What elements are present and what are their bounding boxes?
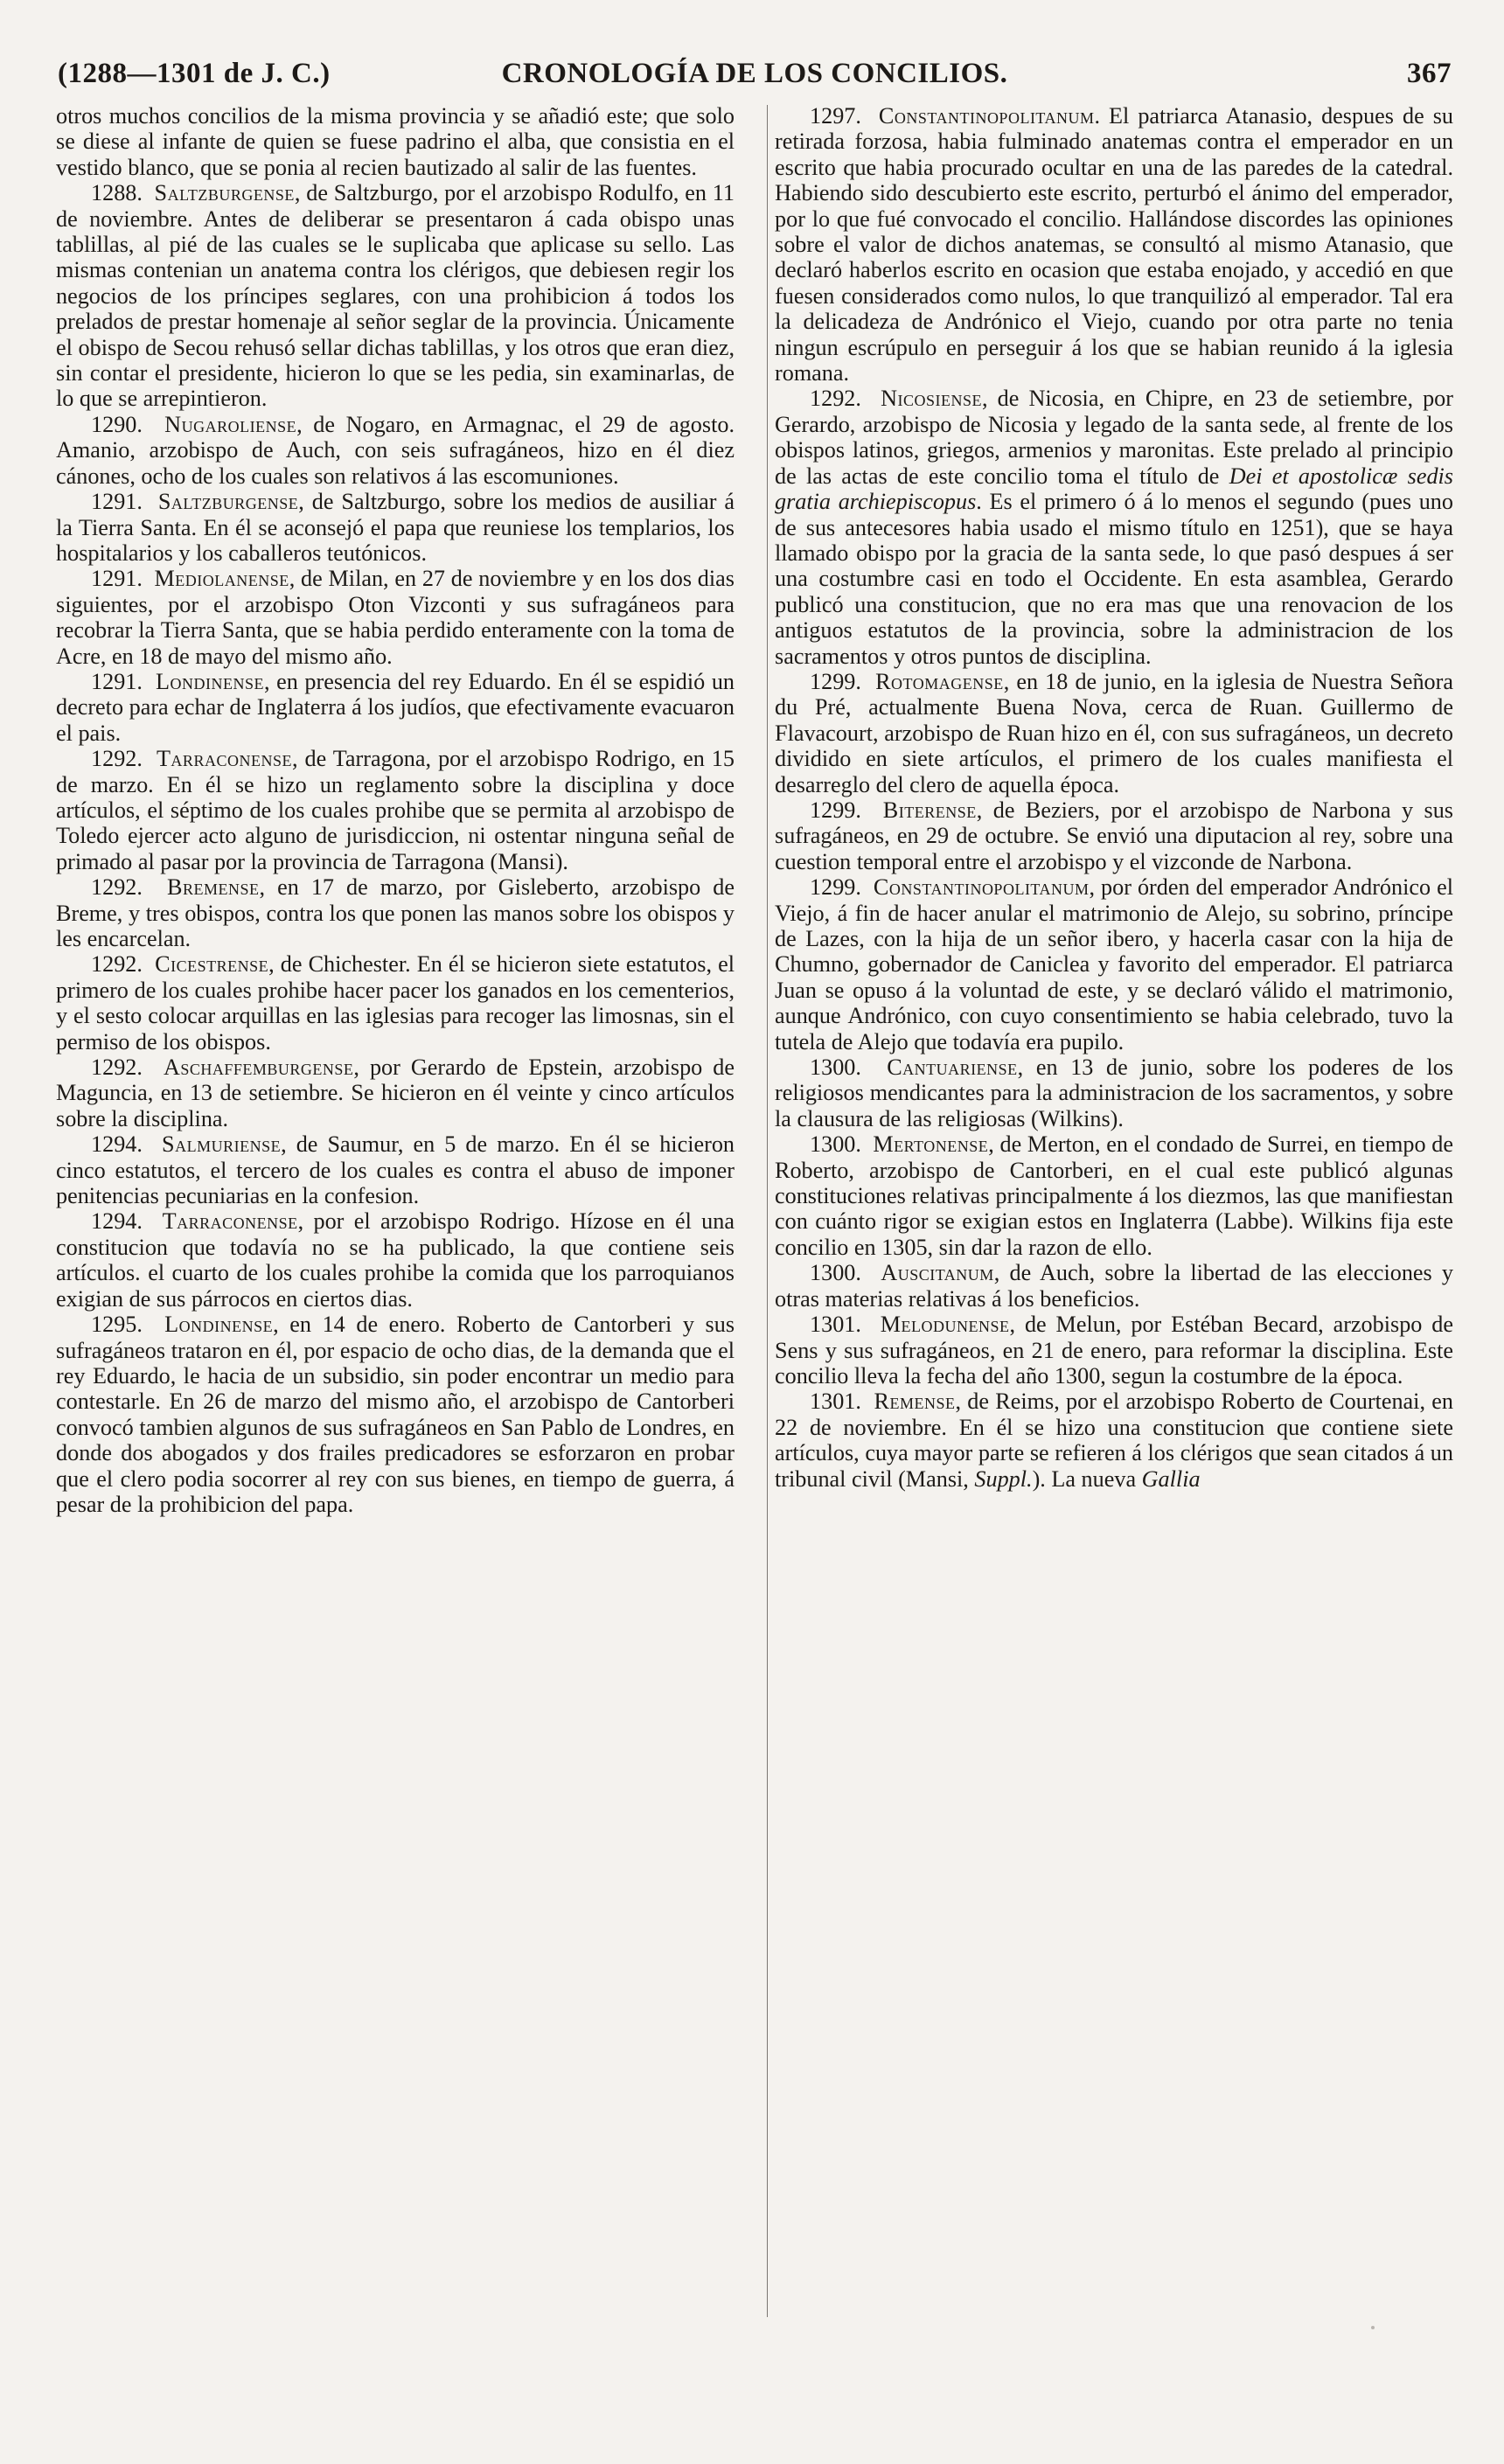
entry-year: 1300. xyxy=(810,1260,861,1286)
entry-text: , en 17 de marzo, por Gisleberto, arzobispo de Breme, y tres obispos, contra los que ponen las manos sobre los obispos y les encarcelan. xyxy=(56,874,735,951)
entry-year: 1292. xyxy=(91,1055,143,1081)
council-name: Saltzburgense xyxy=(157,489,299,515)
continued-paragraph: otros muchos concilios de la misma provincia y se añadió este; que solo se diese al infante de quien se fuese padrino el alba, que consistia en el vestido blanco, que se ponia al recien bautizado al salir de las fuentes. xyxy=(56,103,735,180)
council-name: Cicestrense xyxy=(155,951,269,978)
council-entry xyxy=(775,1055,1453,1131)
entry-text: , de Saumur, en 5 de marzo. En él se hicieron cinco estatutos, el tercero de los cuales es contra el abuso de imponer penitencias pecuniarias en la confesion. xyxy=(56,1131,735,1209)
council-name: Tarraconense xyxy=(162,1208,298,1235)
header-year-range: (1288—1301 de J. C.) xyxy=(58,58,331,89)
council-name: Saltzburgense xyxy=(154,180,295,206)
entry-year: 1299. xyxy=(810,797,861,823)
entry-text: , en 13 de junio, sobre los poderes de los religiosos mendicantes para la administracion de los sacramentos, y sobre la clausura de las religiosas (Wilkins). xyxy=(775,1055,1453,1131)
council-name: Auscitanum xyxy=(881,1260,994,1286)
council-entry xyxy=(775,103,1453,386)
page-number: 367 xyxy=(1407,58,1452,89)
entry-text: , de Melun, por Estéban Becard, arzobispo de Sens y sus sufragáneos, en 21 de enero, para reformar la disciplina. Este concilio lleva la fecha del año 1300, segun la costumbre de la época. xyxy=(775,1312,1453,1389)
council-entry xyxy=(56,1055,735,1131)
entry-year: 1292. xyxy=(91,874,143,901)
council-entry xyxy=(56,566,735,669)
council-name: Salmuriense xyxy=(162,1131,282,1158)
entry-text: , en 18 de junio, en la iglesia de Nuestra Señora du Pré, actualmente Buena Nova, cerca de Ruan. Guillermo de Flavacourt, arzobispo de Ruan hizo en él, con sus sufragáneos, un decreto dividido en siete artículos, el primero de los cuales manifiesta el desarreglo del clero de aquella época. xyxy=(775,668,1453,797)
entry-text: , de Nicosia, en Chipre, en 23 de setiembre, por Gerardo, arzobispo de Nicosia y legado de la santa sede, al frente de los obispos latinos, griegos, armenios y maronitas. Este prelado al principio de las actas de este concilio toma el título de xyxy=(775,386,1453,489)
council-name: Mediolanense xyxy=(154,566,289,592)
entry-year: 1299. xyxy=(810,668,861,694)
council-name: Nugaroliense xyxy=(164,411,297,437)
entry-text: , de Saltzburgo, sobre los medios de ausiliar á la Tierra Santa. En él se aconsejó el papa que reuniese los templarios, los hospitalarios y los caballeros teutónicos. xyxy=(56,489,735,566)
entry-text: , de Chichester. En él se hicieron siete estatutos, el primero de los cuales prohibe hacer pacer los ganados en los cementerios, y el sesto colocar arquillas en las iglesias para recoger las limosnas, sin el permiso de los obispos. xyxy=(56,951,735,1055)
council-name: Nicosiense xyxy=(881,386,983,412)
entry-text: , de Merton, en el condado de Surrei, en tiempo de Roberto, arzobispo de Cantorberi, en el cual este publicó algunas constituciones relativas principalmente á los diezmos, las que manifiestan con cuánto rigor se exigian estos en Inglaterra (Labbe). Wilkins fija este concilio en 1305, sin dar la razon de ello. xyxy=(775,1131,1453,1260)
council-name: Rotomagense xyxy=(875,668,1004,694)
council-entry xyxy=(56,489,735,566)
council-entry xyxy=(56,669,735,746)
entry-year: 1292. xyxy=(91,746,143,772)
header-title: CRONOLOGÍA DE LOS CONCILIOS. xyxy=(501,58,1008,89)
entry-year: 1300. xyxy=(810,1055,861,1081)
council-name: Remense xyxy=(874,1389,956,1415)
council-entry xyxy=(775,669,1453,797)
council-name: Tarraconense xyxy=(156,746,292,772)
entry-text: , por Gerardo de Epstein, arzobispo de Maguncia, en 13 de setiembre. Se hicieron en él veinte y cinco artículos sobre la disciplina. xyxy=(56,1055,735,1131)
page-speck xyxy=(1371,2326,1375,2329)
council-entry xyxy=(775,1312,1453,1389)
entry-italic-text: Dei et apostolicæ sedis gratia archiepiscopus xyxy=(775,463,1453,515)
council-entry xyxy=(56,1131,735,1208)
entry-year: 1292. xyxy=(810,386,861,412)
council-entry xyxy=(775,386,1453,668)
entry-text: , de Reims, por el arzobispo Roberto de Courtenai, en 22 de noviembre. En él se hizo una constitucion que contiene siete artículos, cuya mayor parte se refieren á los clérigos que sean citados á un tribunal civil (Mansi, xyxy=(775,1389,1454,1492)
entry-text: , de Milan, en 27 de noviembre y en los dos dias siguientes, por el arzobispo Oton Vizconti y sus sufragáneos para recobrar la Tierra Santa, que se habia perdido enteramente con la toma de Acre, en 18 de mayo del mismo año. xyxy=(56,566,735,669)
column-divider xyxy=(767,105,768,2317)
entry-text: , en 14 de enero. Roberto de Cantorberi y sus sufragáneos trataron en él, por espacio de ocho dias, de la demanda que el rey Eduardo, le hacia de un subsidio, sin poder encontrar un medio para contestarle. En 26 de marzo del mismo año, el arzobispo de Cantorberi convocó tambien algunos de sus sufragáneos en San Pablo de Londres, en donde dos abogados y dos frailes predicadores se esforzaron en probar que el clero podia socorrer al rey con sus bienes, en tiempo de guerra, á pesar de la prohibicion del papa. xyxy=(56,1312,735,1517)
council-name: Aschaffemburgense xyxy=(163,1055,354,1081)
council-name: Bremense xyxy=(167,874,260,901)
entry-text: , de Beziers, por el arzobispo de Narbona y sus sufragáneos, en 29 de octubre. Se envió una diputacion al rey, sobre una cuestion temporal entre el arzobispo y el vizconde de Narbona. xyxy=(775,797,1453,874)
council-entry xyxy=(775,1389,1453,1492)
council-name: Constantinopolitanum xyxy=(873,874,1090,901)
council-entry xyxy=(56,180,735,412)
council-entry xyxy=(56,874,735,951)
council-name: Cantuariense xyxy=(887,1055,1018,1081)
entry-year: 1301. xyxy=(810,1312,861,1338)
entry-year: 1291. xyxy=(91,668,143,694)
entry-year: 1294. xyxy=(91,1131,143,1158)
entry-year: 1292. xyxy=(91,951,143,978)
entry-year: 1297. xyxy=(810,103,861,129)
council-entry xyxy=(775,1260,1453,1312)
council-entry xyxy=(56,1312,735,1517)
council-entry xyxy=(56,412,735,489)
entry-year: 1295. xyxy=(91,1312,143,1338)
entry-year: 1291. xyxy=(91,566,143,592)
entry-year: 1288. xyxy=(91,180,143,206)
council-name: Constantinopolitanum xyxy=(878,103,1095,129)
council-entry xyxy=(56,1208,735,1312)
entry-text: . El patriarca Atanasio, despues de su retirada forzosa, habia fulminado anatemas contra el emperador en un escrito que habia procurado ocultar en una de las paredes de la catedral. Habiendo sido descubierto este escrito, perturbó el ánimo del emperador, por lo que fué convocado el concilio. Hallándose discordes las opiniones sobre el valor de dichos anatemas, se consultó al mismo Atanasio, que declaró haberlos escrito en ocasion que estaba enojado, y accedió en que fuesen considerados como nulos, lo que tranquilizó al emperador. Tal era la delicadeza de Andrónico el Viejo, cuando por otra parte no tenia ningun escrúpulo en perseguir á los que se habian reunido á la iglesia romana. xyxy=(775,103,1453,386)
council-entry xyxy=(775,797,1453,874)
entry-year: 1294. xyxy=(91,1208,143,1235)
council-entry xyxy=(56,951,735,1055)
entry-year: 1291. xyxy=(91,489,143,515)
entry-italic-text: Suppl. xyxy=(974,1465,1033,1492)
entry-italic-text: Gallia xyxy=(1141,1465,1201,1492)
council-name: Melodunense xyxy=(880,1312,1010,1338)
council-name: Mertonense xyxy=(873,1131,989,1158)
council-entry xyxy=(775,874,1453,1055)
entry-text: , por órden del emperador Andrónico el Viejo, á fin de hacer anular el matrimonio de Alejo, su sobrino, príncipe de Lazes, con la hija de un señor ibero, y hacerla casar con la hija de Chumno, gobernador de Caniclea y favorito del emperador. El patriarca Juan se opuso á la voluntad de este, y se declaró válido el matrimonio, aunque Andrónico, con cuyo consentimiento se habia celebrado, tuvo la tutela de Alejo que todavía era pupilo. xyxy=(775,874,1453,1055)
entry-year: 1301. xyxy=(810,1389,861,1415)
entry-text: , de Tarragona, por el arzobispo Rodrigo, en 15 de marzo. En él se hizo un reglamento sobre la disciplina y doce artículos, el séptimo de los cuales prohibe que se permita al arzobispo de Toledo ejercer acto alguno de jurisdiccion, ni ostentar ninguna señal de primado al pasar por la provincia de Tarragona (Mansi). xyxy=(56,746,735,874)
entry-year: 1300. xyxy=(810,1131,861,1158)
entry-text: ). La nueva xyxy=(1032,1465,1142,1492)
entry-text: , de Saltzburgo, por el arzobispo Rodulfo, en 11 de noviembre. Antes de deliberar se presentaron á cada obispo unas tablillas, al pié de las cuales se le suplicaba que aplicase su sello. Las mismas contenian un anatema contra los clérigos, que debiesen regir los negocios de los príncipes seglares, con una prohibicion á todos los prelados de prestar homenaje al señor seglar de la provincia. Únicamente el obispo de Secou rehusó sellar dichas tablillas, y los otros que eran diez, sin contar el presidente, hicieron lo que se les pedia, sin examinarlas, de lo que se arrepintieron. xyxy=(56,180,735,412)
council-name: Londinense xyxy=(156,668,265,694)
council-name: Londinense xyxy=(164,1312,274,1338)
text-columns xyxy=(56,103,1453,2324)
left-column xyxy=(56,103,735,1517)
entry-year: 1290. xyxy=(91,411,143,437)
entry-text: , de Nogaro, en Armagnac, el 29 de agosto. Amanio, arzobispo de Auch, con seis sufragáneos, hizo en él diez cánones, ocho de los cuales son relativos á las escomuniones. xyxy=(56,411,735,489)
council-entry xyxy=(775,1131,1453,1260)
entry-text: , en presencia del rey Eduardo. En él se espidió un decreto para echar de Inglaterra á los judíos, que efectivamente evacuaron el pais. xyxy=(56,668,735,746)
entry-text: , de Auch, sobre la libertad de las elecciones y otras materias relativas á los beneficios. xyxy=(775,1260,1454,1312)
entry-text: . Es el primero ó á lo menos el segundo (pues uno de sus antecesores habia usado el mismo título en 1251), que se haya llamado obispo por la gracia de la santa sede, lo que pasó despues á ser una costumbre casi en todo el Occidente. En esta asamblea, Gerardo publicó una constitucion, que no era mas que una renovacion de los antiguos estatutos de la provincia, sobre la administracion de los sacramentos y otros puntos de disciplina. xyxy=(775,489,1453,669)
council-name: Biterense xyxy=(882,797,977,823)
entry-text: , por el arzobispo Rodrigo. Hízose en él una constitucion que todavía no se ha publicado, la que contiene seis artículos. el cuarto de los cuales prohibe la comida que los parroquianos exigian de sus párrocos en ciertos dias. xyxy=(56,1208,735,1312)
council-entry xyxy=(56,746,735,874)
right-column xyxy=(775,103,1453,1492)
entry-year: 1299. xyxy=(810,874,861,901)
running-header xyxy=(58,58,1452,93)
